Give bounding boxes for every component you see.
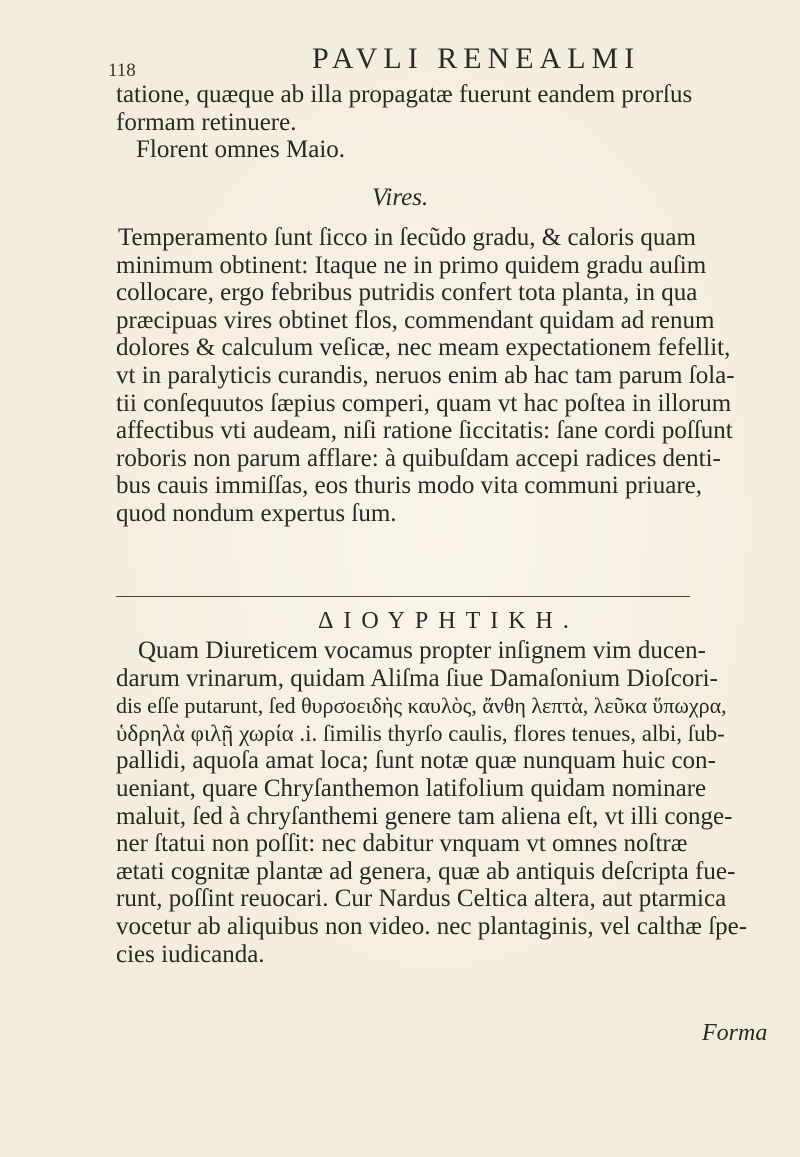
text-line: ὑδρηλὰ φιλῇ χωρία .i. ſimilis thyrſo caulis, flores tenues, albi, ſub- bbox=[116, 720, 725, 746]
text-line: dolores & calculum veſicæ, nec meam expectationem fefellit, bbox=[116, 334, 731, 362]
text-line: darum vrinarum, quidam Aliſma ſiue Damaſonium Dioſcori- bbox=[116, 664, 718, 692]
running-head: PAVLI RENEALMI bbox=[312, 42, 641, 75]
continued-paragraph bbox=[116, 81, 692, 164]
text-line: tii conſequutos ſæpius comperi, quam vt hac poſtea in illorum bbox=[116, 389, 732, 417]
text-line: collocare, ergo febribus putridis confert tota planta, in qua bbox=[116, 279, 698, 307]
text-line: affectibus vti audeam, niſi ratione ſiccitatis: ſane cordi poſſunt bbox=[116, 417, 733, 445]
text-line: præcipuas vires obtinet flos, commendant quidam ad renum bbox=[116, 306, 715, 334]
text-line: quod nondum expertus ſum. bbox=[116, 499, 397, 527]
text-line: dis eſſe putarunt, ſed θυρσοειδὴς καυλὸς, ἄνθη λεπτὰ, λεῦκα ὕπωχρα, bbox=[116, 693, 727, 719]
text-line: Temperamento ſunt ſicco in ſecũdo gradu, & caloris quam bbox=[118, 224, 696, 251]
vires-paragraph bbox=[116, 224, 735, 528]
page-number: 118 bbox=[108, 60, 136, 81]
text-line: cies iudicanda. bbox=[116, 940, 265, 968]
text-line: pallidi, aquoſa amat loca; ſunt notæ quæ nunquam huic con- bbox=[116, 747, 716, 775]
flowering-line: Florent omnes Maio. bbox=[136, 136, 346, 164]
text-line: roboris non parum afflare: à quibuſdam accepi radices denti- bbox=[116, 444, 721, 472]
catchword: Forma bbox=[702, 1020, 768, 1046]
text-line: maluit, ſed à chryſanthemi genere tam aliena eſt, vt illi conge- bbox=[116, 802, 733, 830]
section-heading-vires: Vires. bbox=[372, 184, 429, 211]
text-line: runt, poſſint reuocari. Cur Nardus Celtica altera, aut ptarmica bbox=[116, 885, 727, 913]
text-line: vt in paralyticis curandis, neruos enim ab hac tam parum ſola- bbox=[116, 361, 735, 389]
section-heading-diuretike: ΔΙΟΥΡΗΤΙΚΗ. bbox=[318, 608, 579, 634]
text-line: tatione, quæque ab illa propagatæ fuerunt eandem prorſus bbox=[116, 81, 693, 108]
text-line: minimum obtinent: Itaque ne in primo quidem gradu auſim bbox=[116, 251, 707, 279]
text-line: formam retinuere. bbox=[116, 108, 297, 136]
text-line: ætati cognitæ plantæ ad genera, quæ ab antiquis deſcripta fue- bbox=[116, 857, 736, 885]
text-line: ueniant, quare Chryſanthemon latifolium quidam nominare bbox=[116, 774, 707, 802]
section-divider bbox=[116, 596, 690, 597]
text-line: Quam Diureticem vocamus propter inſignem vim ducen- bbox=[138, 637, 706, 664]
text-line: vocetur ab aliquibus non video. nec plantaginis, vel calthæ ſpe- bbox=[116, 912, 748, 940]
text-line: bus cauis immiſſas, eos thuris modo vita communi priuare, bbox=[116, 472, 703, 500]
text-line: ner ſtatui non poſſit: nec dabitur vnquam vt omnes noſtræ bbox=[116, 830, 688, 858]
diuretike-paragraph bbox=[116, 637, 747, 968]
